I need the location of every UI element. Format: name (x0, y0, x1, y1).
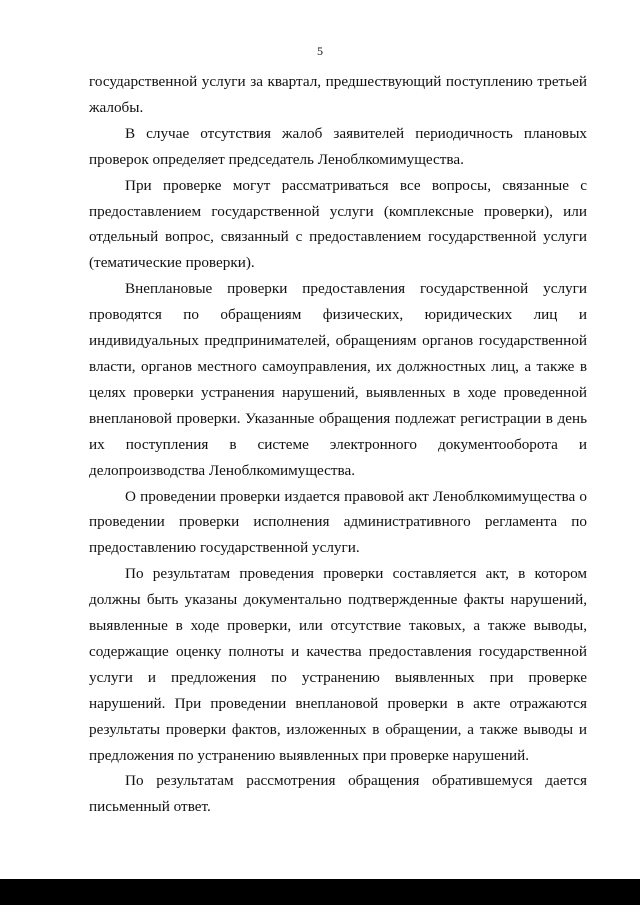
paragraph-legal-act: О проведении проверки издается правовой акт Леноблкомимущества о проведении проверки исполнения административного регламента по предоставлению государственной услуги. (89, 487, 587, 557)
paragraph-inspection-scope: При проверке могут рассматриваться все вопросы, связанные с предоставлением государственной услуги (комплексные проверки), или отдельный вопрос, связанный с предоставлением государственной услуги (тематические проверки). (89, 176, 587, 272)
paragraph-unscheduled-inspections: Внеплановые проверки предоставления государственной услуги проводятся по обращениям физических, юридических лиц и индивидуальных предпринимателей, обращениям органов государственной власти, органов местного самоуправления, их должностных лиц, а также в целях проверки устранения нарушений, выявленных в ходе проведенной внеплановой проверки. Указанные обращения подлежат регистрации в день их поступления в системе электронного документооборота и делопроизводства Леноблкомимущества. (89, 280, 587, 479)
paragraph-inspection-report: По результатам проведения проверки составляется акт, в котором должны быть указаны документально подтвержденные факты нарушений, выявленные в ходе проверки, или отсутствие таковых, а также выводы, содержащие оценку полноты и качества предоставления государственной услуги и предложения по устранению выявленных при проверке нарушений. При проведении внеплановой проверки в акте отражаются результаты проверки фактов, изложенных в обращении, а также выводы и предложения по устранению выявленных при проверке нарушений. (89, 565, 587, 764)
scan-bottom-border (0, 879, 640, 905)
page-number: 5 (317, 44, 323, 58)
paragraph-planned-inspections: В случае отсутствия жалоб заявителей периодичность плановых проверок определяет председатель Леноблкомимущества. (89, 124, 587, 168)
paragraph-written-reply: По результатам рассмотрения обращения обратившемуся дается письменный ответ. (89, 772, 587, 816)
document-body (89, 69, 587, 820)
paragraph-continuation: государственной услуги за квартал, предшествующий поступлению третьей жалобы. (89, 73, 587, 116)
